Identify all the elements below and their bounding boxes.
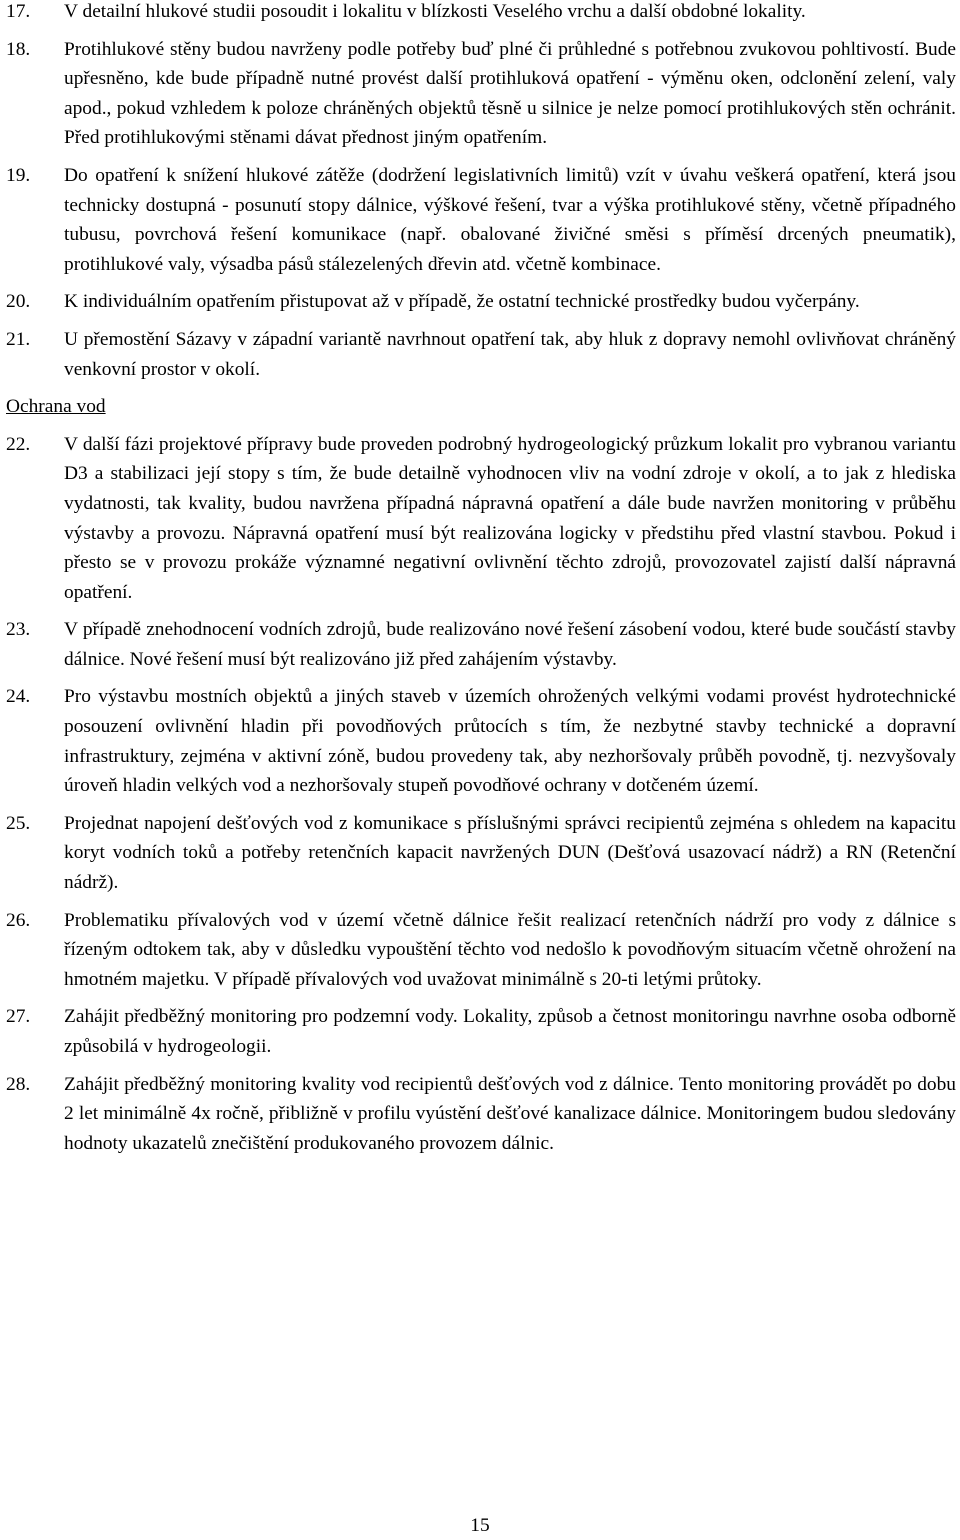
item-text: V další fázi projektové přípravy bude proveden podrobný hydrogeologický průzkum lokalit pro vybranou variantu D3 a stabilizaci její stopy s tím, že bude detailně vyhodnocen vliv na vodní zdroje v okolí, a to jak z hlediska vydatnosti, tak kvality, budou navržena případná nápravná opatření a dále bude navržen monitoring v průběhu výstavby a provozu. Nápravná opatření musí být realizována logicky v předstihu před vlastní stavbou. Pokud i přesto se v provozu prokáže významné negativní ovlivnění těchto zdrojů, provozovatel zajistí další nápravná opatření. <box>64 433 956 603</box>
list-item <box>6 1070 956 1159</box>
item-number: 19. <box>6 164 31 186</box>
list-item <box>6 1002 956 1061</box>
item-text: V případě znehodnocení vodních zdrojů, bude realizováno nové řešení zásobení vodou, které bude součástí stavby dálnice. Nové řešení musí být realizováno již před zahájením výstavby. <box>64 619 956 670</box>
list-item <box>6 430 956 608</box>
document-body <box>6 0 956 1158</box>
list-item <box>6 287 956 317</box>
item-number: 26. <box>6 909 31 931</box>
list-item <box>6 682 956 800</box>
list-item <box>6 0 956 27</box>
list-item <box>6 615 956 674</box>
item-number: 20. <box>6 291 31 313</box>
item-text: Do opatření k snížení hlukové zátěže (dodržení legislativních limitů) vzít v úvahu veškerá opatření, která jsou technicky dostupná - posunutí stopy dálnice, výškové řešení, tvar a výška protihlukové stěny, včetně případného tubusu, povrchová řešení komunikace (např. obalované živičné směsi s příměsí drcených pneumatik), protihlukové valy, výsadba pásů stálezelených dřevin atd. včetně kombinace. <box>64 164 956 275</box>
item-text: Problematiku přívalových vod v území včetně dálnice řešit realizací retenčních nádrží pro vody z dálnice s řízeným odtokem tak, aby v důsledku vypouštění těchto vod nedošlo k povodňovým situacím včetně ohrožení na hmotném majetku. V případě přívalových vod uvažovat minimálně s 20-ti letými průtoky. <box>64 909 956 990</box>
list-item <box>6 906 956 995</box>
item-text: Zahájit předběžný monitoring kvality vod recipientů dešťových vod z dálnice. Tento monitoring provádět po dobu 2 let minimálně 4x ročně, přibližně v profilu vyústění dešťové kanalizace dálnice. Monitoringem budou sledovány hodnoty ukazatelů znečištění produkovaného provozem dálnic. <box>64 1073 956 1154</box>
list-item <box>6 35 956 153</box>
item-text: Pro výstavbu mostních objektů a jiných staveb v územích ohrožených velkými vodami provést hydrotechnické posouzení ovlivnění hladin při povodňových průtocích s tím, že nezbytné stavby technické a dopravní infrastruktury, zejména v aktivní zóně, budou provedeny tak, aby nezhoršovaly průběh povodně, tj. nezvyšovaly úroveň hladin velkých vod a nezhoršovaly stupeň povodňové ochrany v dotčeném území. <box>64 686 956 797</box>
list-item <box>6 325 956 384</box>
item-number: 21. <box>6 328 31 350</box>
page-number: 15 <box>470 1515 490 1536</box>
item-number: 23. <box>6 619 31 641</box>
list-item <box>6 161 956 279</box>
section-heading: Ochrana vod <box>6 396 106 418</box>
item-number: 28. <box>6 1073 31 1095</box>
item-number: 25. <box>6 812 31 834</box>
item-number: 17. <box>6 1 31 22</box>
item-text: Protihlukové stěny budou navrženy podle potřeby buď plné či průhledné s potřebnou zvukovou pohltivostí. Bude upřesněno, kde bude případně nutné provést další protihluková opatření - výměnu oken, odclonění zelení, valy apod., pokud vzhledem k poloze chráněných objektů těsně u silnice je nelze pomocí protihlukových stěn ochránit. Před protihlukovými stěnami dávat přednost jiným opatřením. <box>64 38 956 149</box>
item-number: 27. <box>6 1006 31 1028</box>
item-number: 24. <box>6 686 31 708</box>
list-item <box>6 809 956 898</box>
item-text: U přemostění Sázavy v západní variantě navrhnout opatření tak, aby hluk z dopravy nemohl ovlivňovat chráněný venkovní prostor v okolí. <box>64 328 956 380</box>
item-number: 18. <box>6 38 31 60</box>
item-text: K individuálním opatřením přistupovat až v případě, že ostatní technické prostředky budou vyčerpány. <box>64 291 860 313</box>
item-text: Projednat napojení dešťových vod z komunikace s příslušnými správci recipientů zejména s ohledem na kapacitu koryt vodních toků a potřeby retenčních kapacit navržených DUN (Dešťová usazovací nádrž) a RN (Retenční nádrž). <box>64 812 956 894</box>
item-text: V detailní hlukové studii posoudit i lokalitu v blízkosti Veselého vrchu a další obdobné lokality. <box>64 1 806 22</box>
item-text: Zahájit předběžný monitoring pro podzemní vody. Lokality, způsob a četnost monitoringu navrhne osoba odborně způsobilá v hydrogeologii. <box>64 1006 956 1057</box>
item-number: 22. <box>6 433 31 455</box>
